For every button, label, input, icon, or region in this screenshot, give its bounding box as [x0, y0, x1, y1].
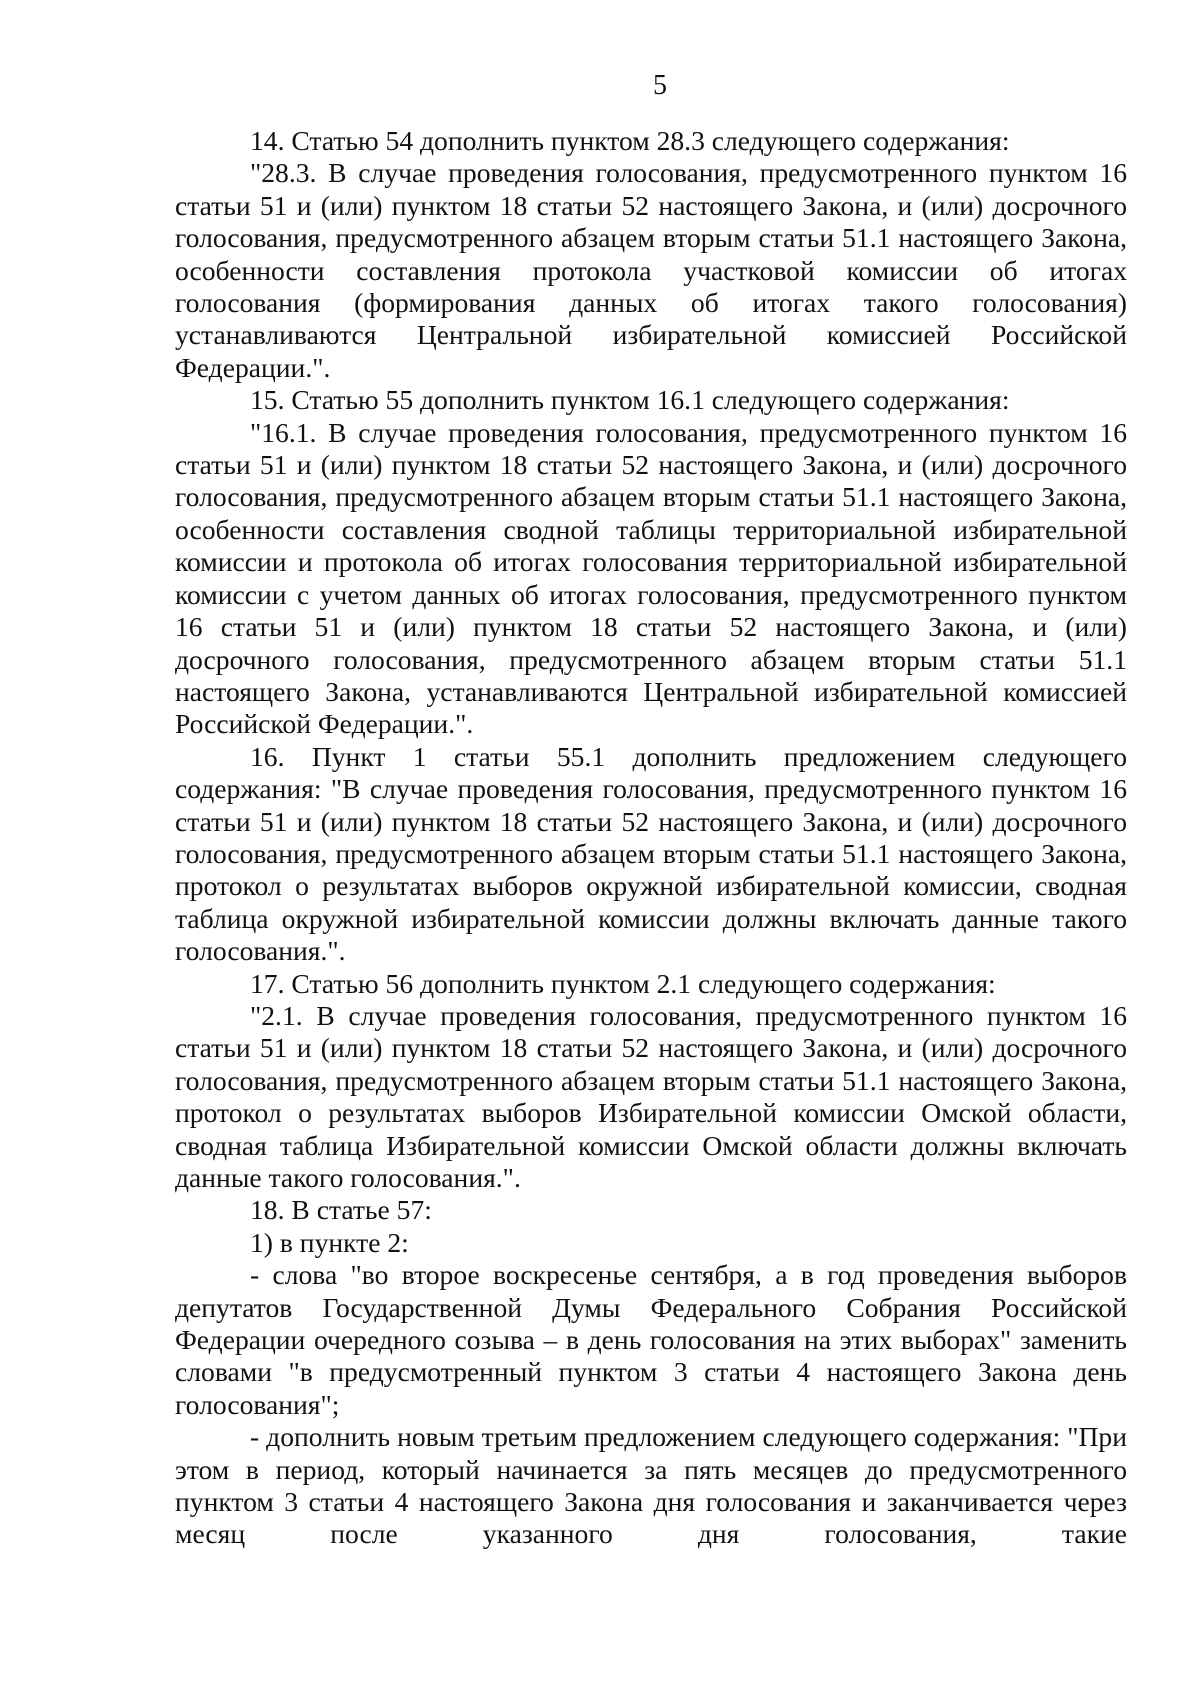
subparagraph-1: 1) в пункте 2: — [250, 1226, 409, 1258]
paragraph-17: 17. Статью 56 дополнить пунктом 2.1 следующего содержания: — [250, 967, 996, 999]
list-item-add-sentence: - дополнить новым третьим предложением следующего содержания: "При этом в период, который начинается за пять месяцев до предусмотренного пунктом 3 статьи 4 настоящего Закона дня голосования и заканчивается через месяц после указанного дня голосования, такие — [175, 1421, 1127, 1550]
page-number: 5 — [653, 70, 667, 101]
paragraph-18: 18. В статье 57: — [250, 1194, 432, 1226]
document-body — [175, 125, 1127, 1551]
paragraph-15: 15. Статью 55 дополнить пунктом 16.1 следующего содержания: — [250, 384, 1010, 416]
paragraph-16: 16. Пункт 1 статьи 55.1 дополнить предложением следующего содержания: "В случае проведения голосования, предусмотренного пунктом 16 статьи 51 и (или) пунктом 18 статьи 52 настоящего Закона, и (или) досрочного голосования, предусмотренного абзацем вторым статьи 51.1 настоящего Закона, протокол о результатах выборов окружной избирательной комиссии, сводная таблица окружной избирательной комиссии должны включать данные такого голосования.". — [175, 740, 1127, 967]
paragraph-14: 14. Статью 54 дополнить пунктом 28.3 следующего содержания: — [250, 125, 1010, 156]
paragraph-16-1-text: "16.1. В случае проведения голосования, предусмотренного пунктом 16 статьи 51 и (или) пунктом 18 статьи 52 настоящего Закона, и (или) досрочного голосования, предусмотренного абзацем вторым статьи 51.1 настоящего Закона, особенности составления сводной таблицы территориальной избирательной комиссии и протокола об итогах голосования территориальной избирательной комиссии с учетом данных об итогах голосования, предусмотренного пунктом 16 статьи 51 и (или) пунктом 18 статьи 52 настоящего Закона, и (или) досрочного голосования, предусмотренного абзацем вторым статьи 51.1 настоящего Закона, устанавливаются Центральной избирательной комиссией Российской Федерации.". — [175, 416, 1127, 740]
list-item-replace-words: - слова "во второе воскресенье сентября, а в год проведения выборов депутатов Государственной Думы Федерального Собрания Российской Федерации очередного созыва – в день голосования на этих выборах" заменить словами "в предусмотренный пунктом 3 статьи 4 настоящего Закона день голосования"; — [175, 1259, 1127, 1420]
paragraph-2-1-text: "2.1. В случае проведения голосования, предусмотренного пунктом 16 статьи 51 и (или) пунктом 18 статьи 52 настоящего Закона, и (или) досрочного голосования, предусмотренного абзацем вторым статьи 51.1 настоящего Закона, протокол о результатах выборов Избирательной комиссии Омской области, сводная таблица Избирательной комиссии Омской области должны включать данные такого голосования.". — [175, 999, 1127, 1193]
paragraph-28-3-text: "28.3. В случае проведения голосования, предусмотренного пунктом 16 статьи 51 и (или) пунктом 18 статьи 52 настоящего Закона, и (или) досрочного голосования, предусмотренного абзацем вторым статьи 51.1 настоящего Закона, особенности составления протокола участковой комиссии об итогах голосования (формирования данных об итогах такого голосования) устанавливаются Центральной избирательной комиссией Российской Федерации.". — [175, 157, 1127, 383]
